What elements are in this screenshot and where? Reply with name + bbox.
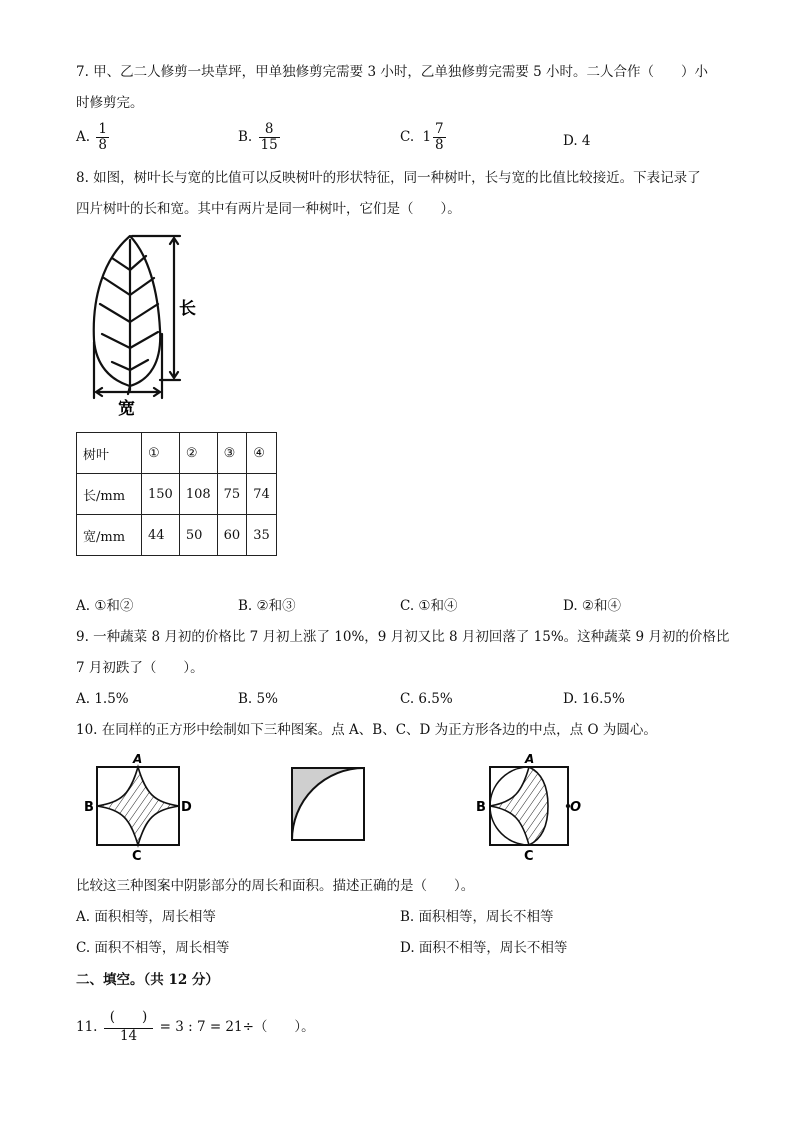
point-c-label: C (132, 849, 142, 864)
q7-option-b (238, 122, 282, 153)
fraction-denominator: 8 (98, 137, 107, 153)
point-b-label: B (84, 800, 94, 815)
point-c-label: C (524, 849, 534, 864)
point-a-label: A (133, 752, 143, 766)
table-cell: ③ (217, 433, 247, 474)
fraction-numerator: 7 (435, 121, 444, 137)
q7-option-b-fraction (259, 122, 280, 153)
q9-option-c: C. 6.5% (400, 691, 453, 707)
q10-figure-1 (82, 752, 192, 864)
q11-number: 11. (76, 1019, 98, 1035)
table-cell: 74 (247, 474, 277, 515)
point-b-label: B (476, 800, 486, 815)
q7-stem-line1: 7. 甲、乙二人修剪一块草坪，甲单独修剪完需要 3 小时，乙单独修剪完需要 5 小时。二人合作（ ）小 (76, 64, 709, 80)
table-cell: ① (142, 433, 180, 474)
q11-stem (76, 1010, 315, 1044)
q7-option-c (400, 122, 448, 153)
q10-option-c: C. 面积不相等，周长相等 (76, 940, 230, 956)
q10-figure-3 (472, 752, 582, 864)
fraction-numerator: 8 (259, 122, 280, 138)
width-label: 宽 (118, 399, 135, 419)
q11-equation-rest: = 3 : 7 = 21÷（ ）。 (159, 1019, 315, 1035)
q11-fraction (104, 1010, 154, 1044)
q9-option-a: A. 1.5% (76, 691, 129, 707)
fraction-denominator: 8 (435, 137, 444, 153)
q10-stem-line2: 比较这三种图案中阴影部分的周长和面积。描述正确的是（ ）。 (76, 878, 475, 894)
q8-stem-line1: 8. 如图，树叶长与宽的比值可以反映树叶的形状特征，同一种树叶，长与宽的比值比较接近。下表记录了 (76, 170, 701, 186)
point-d-label: D (181, 800, 192, 815)
q8-option-c: C. ①和④ (400, 598, 458, 614)
q10-option-d: D. 面积不相等，周长不相等 (400, 940, 568, 956)
q8-option-a: A. ①和② (76, 598, 134, 614)
table-cell: 60 (217, 515, 247, 556)
point-o-label: O (570, 800, 582, 815)
q7-stem-line2: 时修剪完。 (76, 95, 144, 111)
leaf-figure (82, 230, 196, 420)
table-cell: 35 (247, 515, 277, 556)
q10-stem-line1: 10. 在同样的正方形中绘制如下三种图案。点 A、B、C、D 为正方形各边的中点，点 O 为圆心。 (76, 722, 657, 738)
q9-option-d: D. 16.5% (563, 691, 625, 707)
table-row (77, 433, 277, 474)
q10-option-a: A. 面积相等，周长相等 (76, 909, 216, 925)
leaf-data-table (76, 432, 277, 556)
leaf-outline (94, 236, 160, 386)
width-dimension (94, 334, 162, 398)
mixed-number-whole: 1 (422, 129, 432, 145)
q10-figure-2 (288, 764, 368, 844)
q7-option-b-label: B. (238, 129, 253, 145)
fraction-denominator: 14 (119, 1028, 138, 1044)
table-cell: ② (179, 433, 217, 474)
table-cell: 树叶 (77, 433, 142, 474)
length-dimension (132, 236, 180, 380)
fraction-denominator: 15 (260, 137, 278, 153)
length-label: 长 (179, 299, 196, 319)
q9-stem-line1: 9. 一种蔬菜 8 月初的价格比 7 月初上涨了 10%，9 月初又比 8 月初回落了 15%。这种蔬菜 9 月初的价格比 (76, 629, 730, 645)
table-cell: 长/mm (77, 474, 142, 515)
table-cell: 宽/mm (77, 515, 142, 556)
table-cell: 150 (142, 474, 180, 515)
fraction-numerator: 1 (98, 121, 107, 137)
q9-option-b: B. 5% (238, 691, 278, 707)
q8-stem-line2: 四片树叶的长和宽。其中有两片是同一种树叶，它们是（ ）。 (76, 201, 461, 217)
q7-option-a-label: A. (76, 129, 91, 145)
point-a-label: A (525, 752, 535, 766)
table-cell: ④ (247, 433, 277, 474)
q7-option-c-fraction (433, 122, 446, 153)
q10-option-b: B. 面积相等，周长不相等 (400, 909, 554, 925)
q9-stem-line2: 7 月初跌了（ ）。 (76, 660, 204, 676)
table-cell: 44 (142, 515, 180, 556)
table-cell: 108 (179, 474, 217, 515)
q7-option-a (76, 122, 111, 153)
table-row (77, 474, 277, 515)
section-2-title: 二、填空。（共 12 分） (76, 972, 219, 988)
table-cell: 50 (179, 515, 217, 556)
q8-option-b: B. ②和③ (238, 598, 296, 614)
table-cell: 75 (217, 474, 247, 515)
q7-option-a-fraction (96, 122, 109, 153)
q7-option-d: D. 4 (563, 133, 591, 149)
q7-option-c-label: C. (400, 129, 415, 145)
table-row (77, 515, 277, 556)
fraction-blank-numerator: ( ) (104, 1010, 154, 1029)
q8-option-d: D. ②和④ (563, 598, 622, 614)
